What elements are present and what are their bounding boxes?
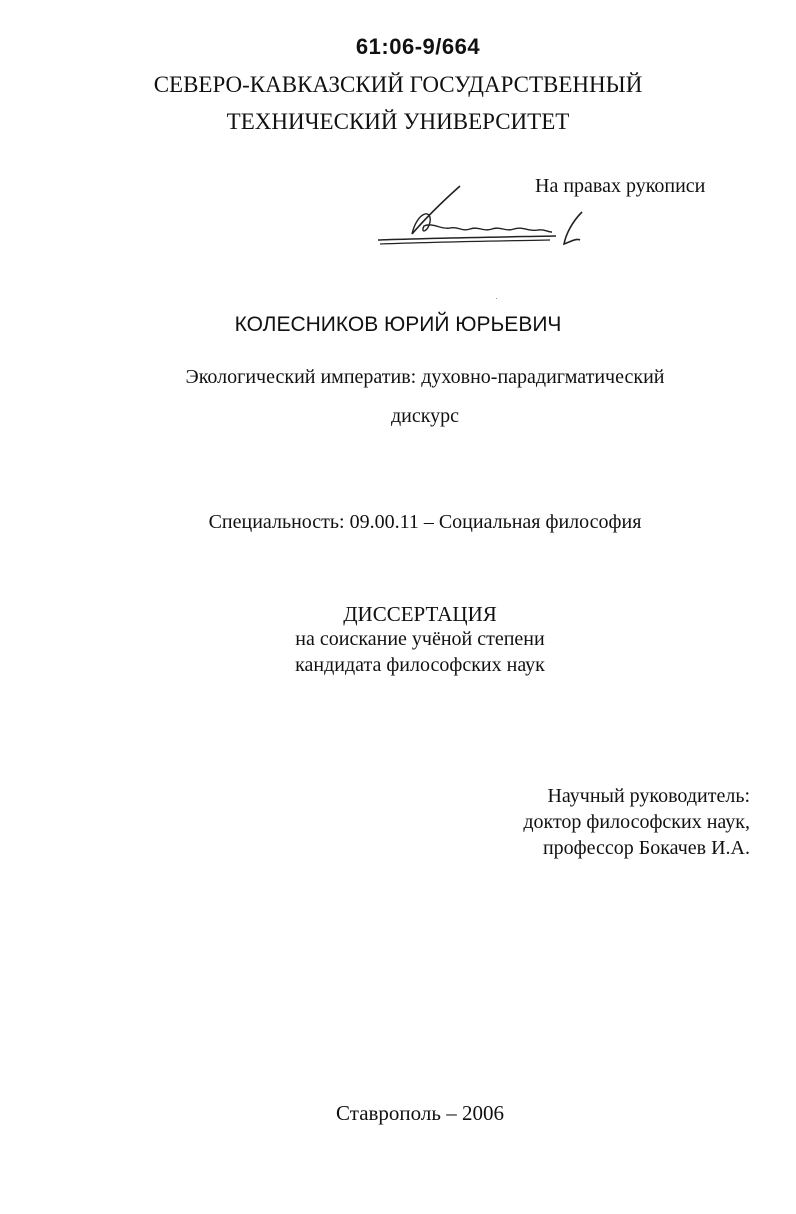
advisor-name: профессор Бокачев И.А.	[542, 837, 750, 859]
advisor-degree: доктор философских наук,	[523, 811, 750, 833]
dissertation-heading: ДИССЕРТАЦИЯ	[343, 602, 497, 626]
dissertation-title-line1: Экологический императив: духовно-парадигматический	[185, 366, 665, 388]
dissertation-degree-line1: на соискание учёной степени	[295, 628, 545, 650]
university-name-line2: ТЕХНИЧЕСКИЙ УНИВЕРСИТЕТ	[226, 109, 570, 134]
author-name: КОЛЕСНИКОВ ЮРИЙ ЮРЬЕВИЧ	[234, 313, 562, 336]
specialty-line: Специальность: 09.00.11 – Социальная философия	[208, 511, 642, 533]
dissertation-title-line2: дискурс	[390, 405, 460, 427]
handwritten-signature	[372, 182, 592, 252]
catalog-number: 61:06-9/664	[355, 34, 481, 59]
advisor-label: Научный руководитель:	[547, 785, 750, 807]
university-name-line1: СЕВЕРО-КАВКАЗСКИЙ ГОСУДАРСТВЕННЫЙ	[153, 72, 643, 97]
manuscript-rights-note: На правах рукописи	[535, 175, 706, 197]
scan-speck	[496, 298, 497, 299]
city-year: Ставрополь – 2006	[336, 1101, 504, 1125]
dissertation-degree-line2: кандидата философских наук	[295, 654, 545, 676]
